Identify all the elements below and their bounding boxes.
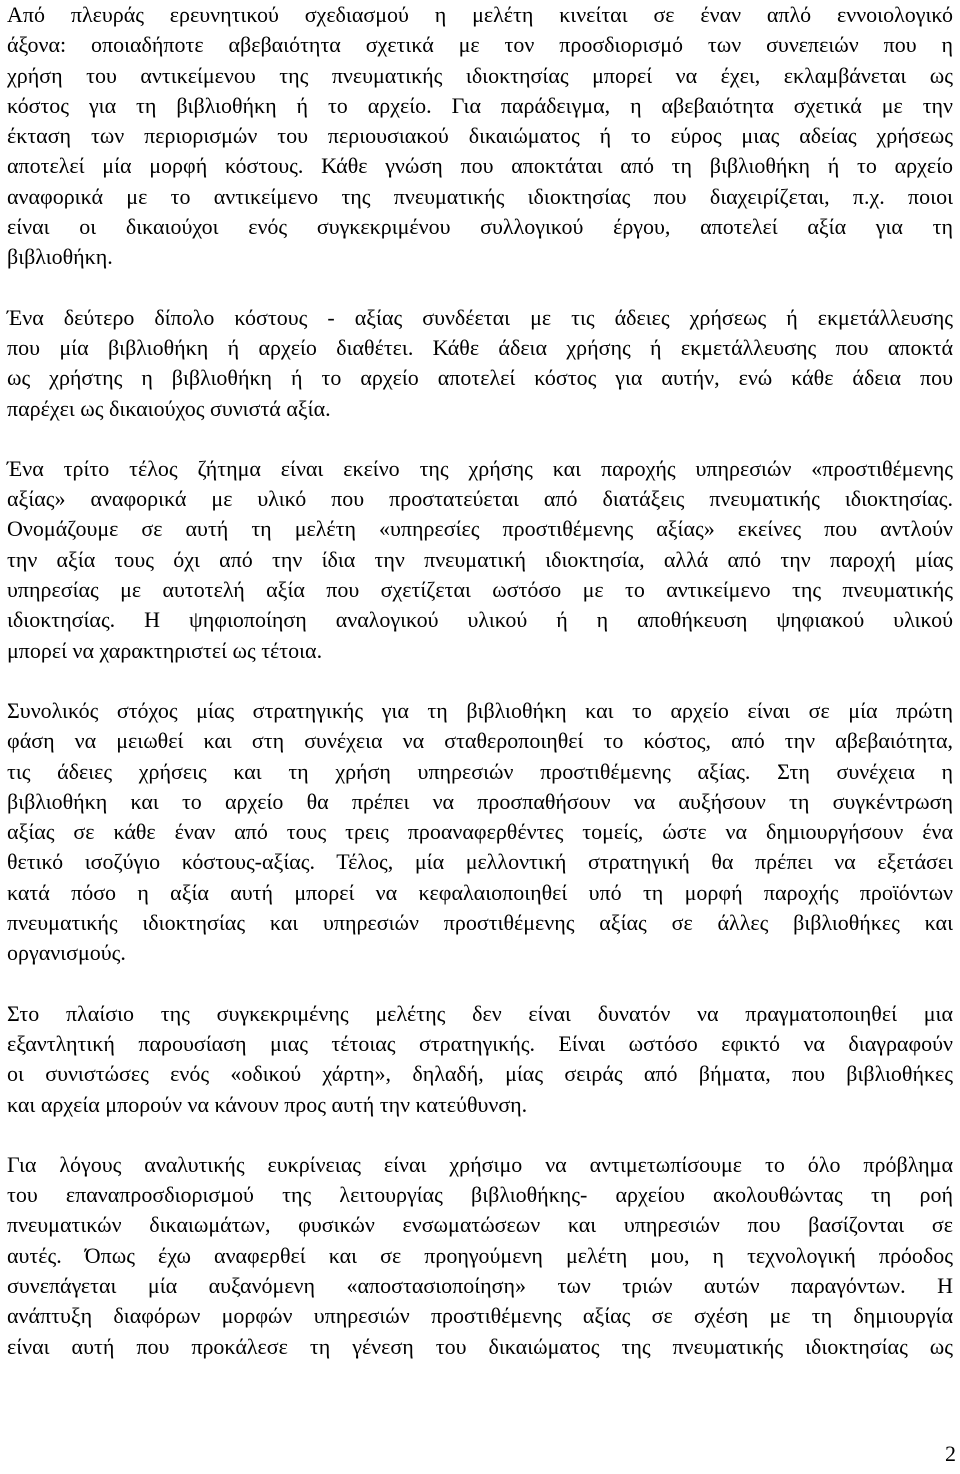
text-line: ανάπτυξη διαφόρων μορφών υπηρεσιών προστιθέμενης αξίας σε σχέση με τη δημιουργία — [7, 1303, 953, 1329]
text-line: πνευματικών δικαιωμάτων, φυσικών ενσωματώσεων και υπηρεσιών που βασίζονται σε — [7, 1212, 953, 1238]
text-line: έκταση των περιορισμών του περιουσιακού δικαιώματος ή το εύρος μιας αδείας χρήσεως — [7, 123, 953, 149]
text-line: Ένα δεύτερο δίπολο κόστους - αξίας συνδέεται με τις άδειες χρήσεως ή εκμετάλλευσης — [7, 304, 953, 330]
text-line: είναι αυτή που προκάλεσε τη γένεση του δικαιώματος της πνευματικής ιδιοκτησίας ως — [7, 1333, 953, 1359]
text-line: βιβλιοθήκη. — [7, 244, 113, 270]
text-line: τις άδειες χρήσεις και τη χρήση υπηρεσιών προστιθέμενης αξίας. Στη συνέχεια η — [7, 758, 953, 784]
page-number: 2 — [945, 1441, 956, 1466]
text-line: αξίας σε κάθε έναν από τους τρεις προαναφερθέντες τομείς, ώστε να δημιουργήσουν ένα — [7, 819, 953, 845]
text-line: παρέχει ως δικαιούχος συνιστά αξία. — [7, 395, 331, 421]
paragraph-1 — [7, 0, 953, 273]
document-page — [7, 0, 953, 1392]
text-line: βιβλιοθήκη και το αρχείο θα πρέπει να προσπαθήσουν να αυξήσουν τη συγκέντρωση — [7, 788, 953, 814]
text-line: οργανισμούς. — [7, 940, 126, 966]
text-line: οι συνιστώσες ενός «οδικού χάρτη», δηλαδή, μίας σειράς από βήματα, που βιβλιοθήκες — [7, 1061, 953, 1087]
text-line: Για λόγους αναλυτικής ευκρίνειας είναι χρήσιμο να αντιμετωπίσουμε το όλο πρόβλημα — [7, 1151, 953, 1177]
text-line: είναι οι δικαιούχοι ενός συγκεκριμένου συλλογικού έργου, αποτελεί αξία για τη — [7, 214, 953, 240]
text-line: αποτελεί μία μορφή κόστους. Κάθε γνώση που αποκτάται από τη βιβλιοθήκη ή το αρχείο — [7, 153, 953, 179]
text-line: αξίας» αναφορικά με υλικό που προστατεύεται από διατάξεις πνευματικής ιδιοκτησίας. — [7, 486, 953, 512]
text-line: και αρχεία μπορούν να κάνουν προς αυτή την κατεύθυνση. — [7, 1091, 528, 1117]
paragraph-6 — [7, 1150, 953, 1362]
text-line: ως χρήστης η βιβλιοθήκη ή το αρχείο αποτελεί κόστος για αυτήν, ενώ κάθε άδεια που — [7, 365, 953, 391]
text-line: Ένα τρίτο τέλος ζήτημα είναι εκείνο της χρήσης και παροχής υπηρεσιών «προστιθέμενης — [7, 455, 953, 481]
text-line: συνεπάγεται μία αυξανόμενη «αποστασιοποίηση» των τριών αυτών παραγόντων. Η — [7, 1272, 953, 1298]
text-line: Ονομάζουμε σε αυτή τη μελέτη «υπηρεσίες προστιθέμενης αξίας» εκείνες που αντλούν — [7, 516, 953, 542]
text-line: αυτές. Όπως έχω αναφερθεί και σε προηγούμενη μελέτη μου, η τεχνολογική πρόοδος — [7, 1242, 953, 1268]
text-line: Στο πλαίσιο της συγκεκριμένης μελέτης δεν είναι δυνατόν να πραγματοποιηθεί μια — [7, 1000, 953, 1026]
text-line: του επαναπροσδιορισμού της λειτουργίας βιβλιοθήκης- αρχείου ακολουθώντας τη ροή — [7, 1182, 953, 1208]
text-line: κατά πόσο η αξία αυτή μπορεί να κεφαλαιοποιηθεί υπό τη μορφή παροχής προϊόντων — [7, 879, 953, 905]
text-line: αναφορικά με το αντικείμενο της πνευματικής ιδιοκτησίας που διαχειρίζεται, π.χ. ποιοι — [7, 183, 953, 209]
text-line: Συνολικός στόχος μίας στρατηγικής για τη βιβλιοθήκη και το αρχείο είναι σε μία πρώτη — [7, 697, 953, 723]
paragraph-5 — [7, 999, 953, 1120]
paragraph-2 — [7, 303, 953, 424]
text-line: ιδιοκτησίας. Η ψηφιοποίηση αναλογικού υλικού ή η αποθήκευση ψηφιακού υλικού — [7, 607, 953, 633]
text-line: πνευματικής ιδιοκτησίας και υπηρεσιών προστιθέμενης αξίας σε άλλες βιβλιοθήκες και — [7, 910, 953, 936]
text-line: την αξία τους όχι από την ίδια την πνευματική ιδιοκτησία, αλλά από την παροχή μίας — [7, 546, 953, 572]
text-line: υπηρεσίας με αυτοτελή αξία που σχετίζεται ωστόσο με το αντικείμενο της πνευματικής — [7, 577, 953, 603]
text-line: κόστος για τη βιβλιοθήκη ή το αρχείο. Για παράδειγμα, η αβεβαιότητα σχετικά με την — [7, 92, 953, 118]
text-line: εξαντλητική παρουσίαση μιας τέτοιας στρατηγικής. Είναι ωστόσο εφικτό να διαγραφούν — [7, 1030, 953, 1056]
text-line: που μία βιβλιοθήκη ή αρχείο διαθέτει. Κάθε άδεια χρήσης ή εκμετάλλευσης που αποκτά — [7, 334, 953, 360]
text-line: φάση να μειωθεί και στη συνέχεια να σταθεροποιηθεί το κόστος, από την αβεβαιότητα, — [7, 728, 953, 754]
text-line: χρήση του αντικείμενου της πνευματικής ιδιοκτησίας μπορεί να έχει, εκλαμβάνεται ως — [7, 62, 953, 88]
paragraph-4 — [7, 696, 953, 969]
text-line: μπορεί να χαρακτηριστεί ως τέτοια. — [7, 637, 323, 663]
text-line: θετικό ισοζύγιο κόστους-αξίας. Τέλος, μία μελλοντική στρατηγική θα πρέπει να εξετάσει — [7, 849, 953, 875]
text-line: Από πλευράς ερευνητικού σχεδιασμού η μελέτη κινείται σε έναν απλό εννοιολογικό — [7, 2, 953, 27]
text-line: άξονα: οποιαδήποτε αβεβαιότητα σχετικά με τον προσδιορισμό των συνεπειών που η — [7, 32, 953, 58]
paragraph-3 — [7, 454, 953, 666]
